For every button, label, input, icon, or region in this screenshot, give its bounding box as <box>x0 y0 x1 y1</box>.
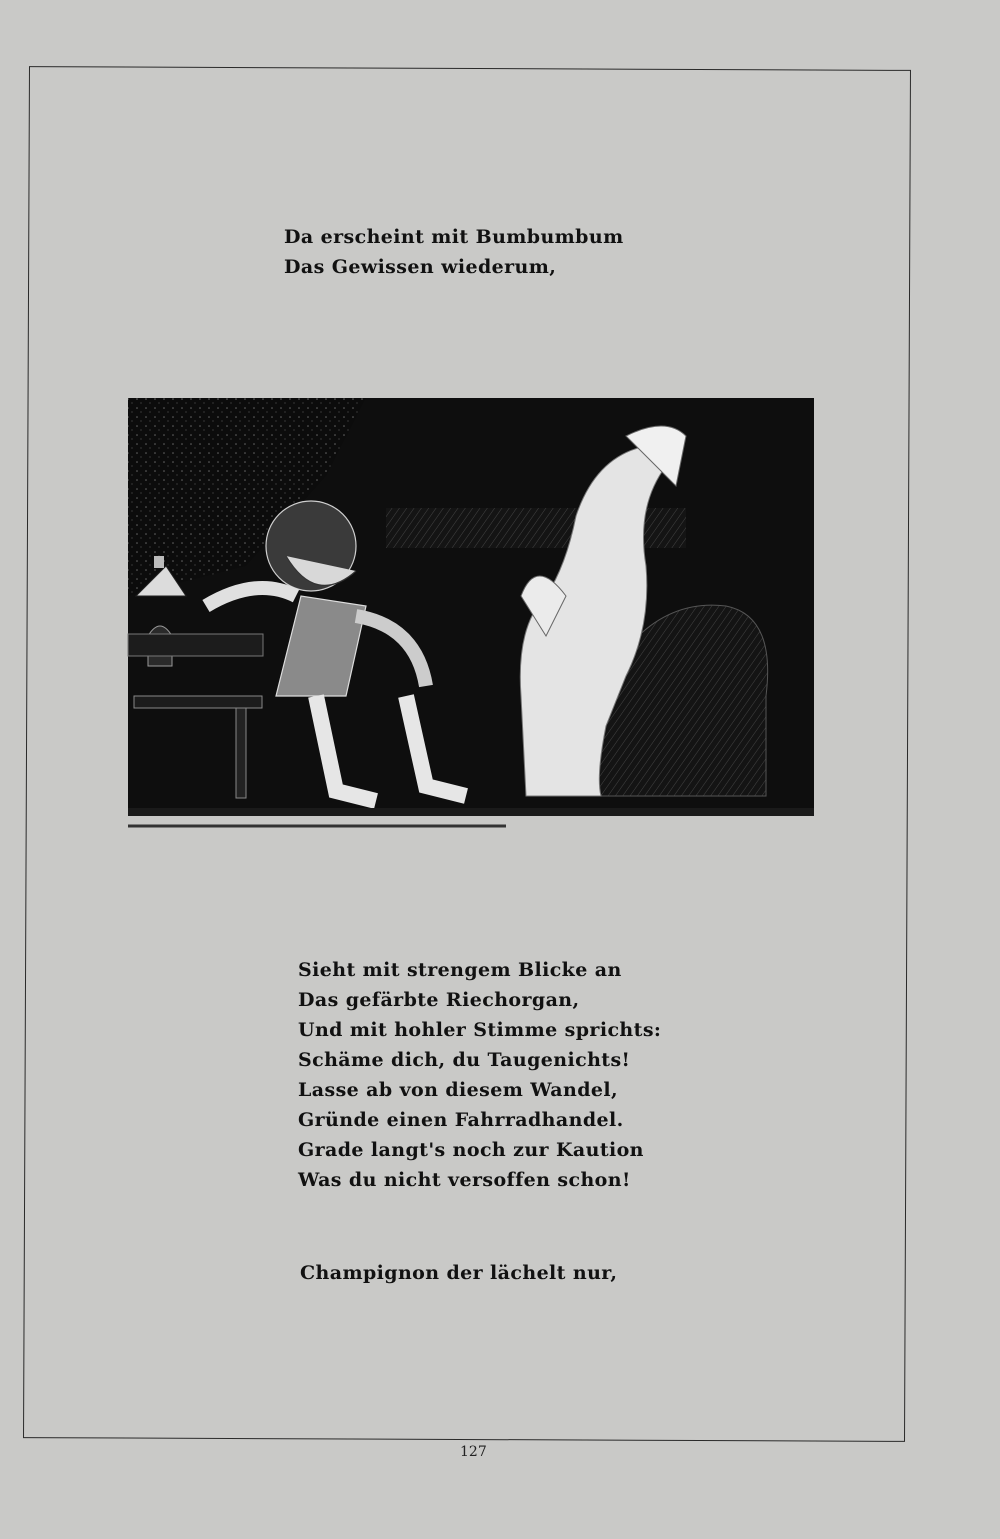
verse-line: Grade langt's noch zur Kaution <box>298 1139 644 1161</box>
verse-line: Und mit hohler Stimme sprichts: <box>298 1019 662 1041</box>
verse-line: Was du nicht versoffen schon! <box>298 1169 631 1191</box>
verse-middle <box>298 955 661 1195</box>
verse-line: Das gefärbte Riechorgan, <box>298 989 580 1011</box>
verse-bottom <box>300 1258 617 1288</box>
ghost-conscience-illustration <box>126 396 816 836</box>
verse-line: Lasse ab von diesem Wandel, <box>298 1079 619 1101</box>
verse-line: Sieht mit strengem Blicke an <box>298 959 622 981</box>
verse-line: Das Gewissen wiederum, <box>284 256 557 278</box>
page-number: 127 <box>460 1444 487 1460</box>
verse-line: Schäme dich, du Taugenichts! <box>298 1049 631 1071</box>
verse-top <box>284 222 624 282</box>
verse-line: Champignon der lächelt nur, <box>300 1262 618 1284</box>
verse-line: Da erscheint mit Bumbumbum <box>284 226 624 248</box>
verse-line: Gründe einen Fahrradhandel. <box>298 1109 624 1131</box>
